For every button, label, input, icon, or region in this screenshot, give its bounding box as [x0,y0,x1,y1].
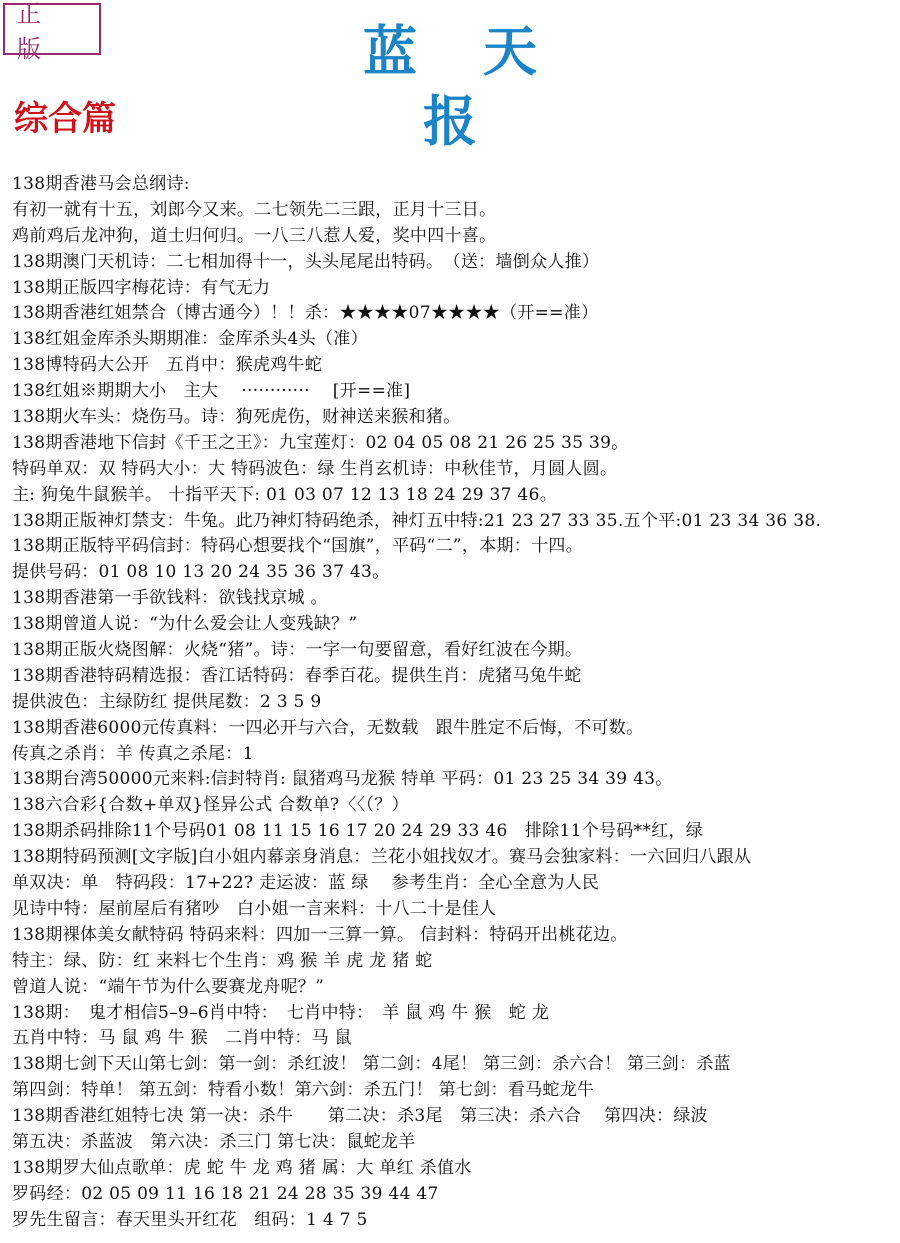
text-line: 138红姐※期期大小 主大 ············ [开==准] [12,381,411,402]
text-line: 曾道人说：“端午节为什么要赛龙舟呢？” [12,976,325,997]
text-line: 138期香港第一手欲钱料：欲钱找京城 。 [12,588,328,609]
text-line: 传真之杀肖：羊 传真之杀尾：1 [12,743,254,764]
text-line: 138期香港地下信封《千王之王》：九宝莲灯：02 04 05 08 21 26 25 35 39。 [12,432,629,453]
text-line: 第四剑：特单！ 第五剑：特看小数！第六剑：杀五门！ 第七剑：看马蛇龙牛 [12,1080,595,1101]
text-line: 138期香港马会总纲诗: [12,174,190,194]
text-line: 138期裸体美女献特码 特码来料：四加一三算一算。 信封料：特码开出桃花边。 [12,924,628,945]
text-line: 138期香港6000元传真料：一四必开与六合，无数载 跟牛胜定不后悔，不可数。 [12,717,644,738]
text-line: 五肖中特：马 鼠 鸡 牛 猴 二肖中特：马 鼠 [12,1028,352,1049]
text-line: 138期香港特码精选报：香江话特码：春季百花。提供生肖：虎猪马兔牛蛇 [12,665,582,686]
text-line: 138期： 鬼才相信5–9–6肖中特： 七肖中特： 羊 鼠 鸡 牛 猴 蛇 龙 [12,1002,550,1023]
text-line: 提供号码：01 08 10 13 20 24 35 36 37 43。 [12,562,390,583]
text-line: 138期曾道人说：“为什么爱会让人变残缺？” [12,614,358,635]
text-line: 138期火车头：烧伤马。诗：狗死虎伤，财神送来猴和猪。 [12,407,461,428]
text-line: 单双决：单 特码段：17+22? 走运波：蓝 绿 参考生肖：全心全意为人民 [12,873,600,894]
text-line: 特主：绿、防：红 来料七个生肖：鸡 猴 羊 虎 龙 猪 蛇 [12,950,433,971]
text-line: 138期七剑下天山第七剑：第一剑：杀红波！ 第二剑：4尾！ 第三剑：杀六合！ 第三剑：杀蓝 [12,1054,731,1075]
text-line: 138博特码大公开 五肖中：猴虎鸡牛蛇 [12,355,323,376]
text-line: 138期香港红姐特七决 第一决：杀牛 第二决：杀3尾 第三决：杀六合 第四决：绿波 [12,1106,708,1127]
text-line: 有初一就有十五，刘郎今又来。二七领先二三跟，正月十三日。 [12,199,497,220]
text-line: 138期正版神灯禁支：牛兔。此乃神灯特码绝杀，神灯五中特:21 23 27 33 35.五个平:01 23 34 36 38. [12,510,822,531]
text-line: 138六合彩{合数+单双}怪异公式 合数单?〈〈（？） [12,795,409,816]
text-line: 138期正版四字梅花诗：有气无力 [12,277,271,298]
edition-badge: 正 版 [3,3,101,55]
text-line: 主: 狗兔牛鼠猴羊。 十指平天下: 01 03 07 12 13 18 24 29 37 46。 [12,484,558,505]
text-line: 138期香港红姐禁合（博古通今）！！杀：★★★★07★★★★（开==准） [12,303,599,324]
text-line: 138期罗大仙点歌单：虎 蛇 牛 龙 鸡 猪 属：大 单红 杀值水 [12,1157,472,1178]
text-line: 鸡前鸡后龙冲狗，道士归何归。一八三八惹人爱，奖中四十喜。 [12,225,497,246]
text-line: 提供波色：主绿防红 提供尾数：2 3 5 9 [12,691,322,712]
text-line: 罗码经：02 05 09 11 16 18 21 24 28 35 39 44 47 [12,1183,439,1204]
text-line: 罗先生留言：春天里头开红花 组码：1 4 7 5 [12,1209,368,1230]
text-line: 138期正版火烧图解：火烧“猪”。诗：一字一句要留意，看好红波在今期。 [12,640,583,661]
text-line: 138期正版特平码信封：特码心想要找个“国旗”，平码“二”，本期：十四。 [12,536,584,557]
content-lines [12,172,898,1234]
text-line: 138期特码预测[文字版]白小姐内幕亲身消息：兰花小姐找奴才。赛马会独家料：一六回归八跟从 [12,847,752,868]
newspaper-title: 蓝天报 [363,19,603,153]
text-line: 138期澳门天机诗：二七相加得十一，头头尾尾出特码。 （送：墙倒众人推） [12,251,600,272]
text-line: 138红姐金库杀头期期准：金库杀头4头（准） [12,329,368,350]
text-line: 138期杀码排除11个号码01 08 11 15 16 17 20 24 29 33 46 排除11个号码**红，绿 [12,821,704,842]
text-line: 见诗中特：屋前屋后有猪吵 白小姐一言来料：十八二十是佳人 [12,898,497,919]
section-heading: 综合篇 [14,99,116,139]
text-line: 特码单双：双 特码大小：大 特码波色：绿 生肖玄机诗：中秋佳节，月圆人圆。 [12,458,618,479]
text-line: 第五决：杀蓝波 第六决：杀三门 第七决：鼠蛇龙羊 [12,1131,416,1152]
text-line: 138期台湾50000元来料:信封特肖: 鼠猪鸡马龙猴 特单 平码：01 23 25 34 39 43。 [12,769,673,790]
